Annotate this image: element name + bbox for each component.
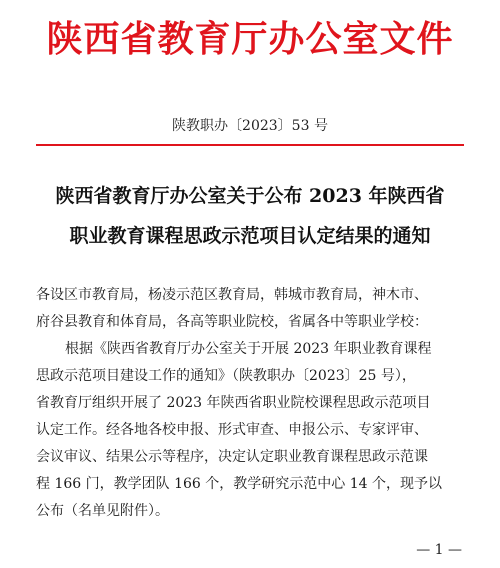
page-number: — 1 — (416, 542, 462, 558)
document-header-title: 陕西省教育厅办公室文件 (46, 19, 454, 60)
recipients-line-2: 府谷县教育和体育局，各高等职业院校，省属各中等职业学校： (36, 314, 428, 330)
document-body (36, 282, 476, 525)
document-title (0, 176, 500, 256)
document-title-line-2: 职业教育课程思政示范项目认定结果的通知 (69, 225, 431, 247)
body-paragraph-line: 省教育厅组织开展了 2023 年陕西省职业院校课程思政示范项目 (36, 395, 431, 411)
red-divider-line (36, 144, 464, 146)
document-title-line-1: 陕西省教育厅办公室关于公布 2023 年陕西省 (55, 185, 445, 207)
body-paragraph-line: 会议审议、结果公示等程序，决定认定职业教育课程思政示范课 (36, 449, 428, 465)
body-paragraph-line: 思政示范项目建设工作的通知》（陕教职办〔2023〕25 号）， (36, 368, 416, 384)
body-paragraph-line: 程 166 门，教学团队 166 个，教学研究示范中心 14 个，现予以 (36, 476, 442, 492)
body-paragraph-line: 公布（名单见附件）。 (36, 503, 169, 519)
document-number: 陕教职办〔2023〕53 号 (172, 118, 328, 134)
body-paragraph-line: 根据《陕西省教育厅办公室关于开展 2023 年职业教育课程 (65, 341, 432, 357)
body-paragraph-line: 认定工作。经各地各校申报、形式审查、申报公示、专家评审、 (36, 422, 428, 438)
recipients-line-1: 各设区市教育局，杨凌示范区教育局，韩城市教育局，神木市、 (36, 287, 428, 303)
